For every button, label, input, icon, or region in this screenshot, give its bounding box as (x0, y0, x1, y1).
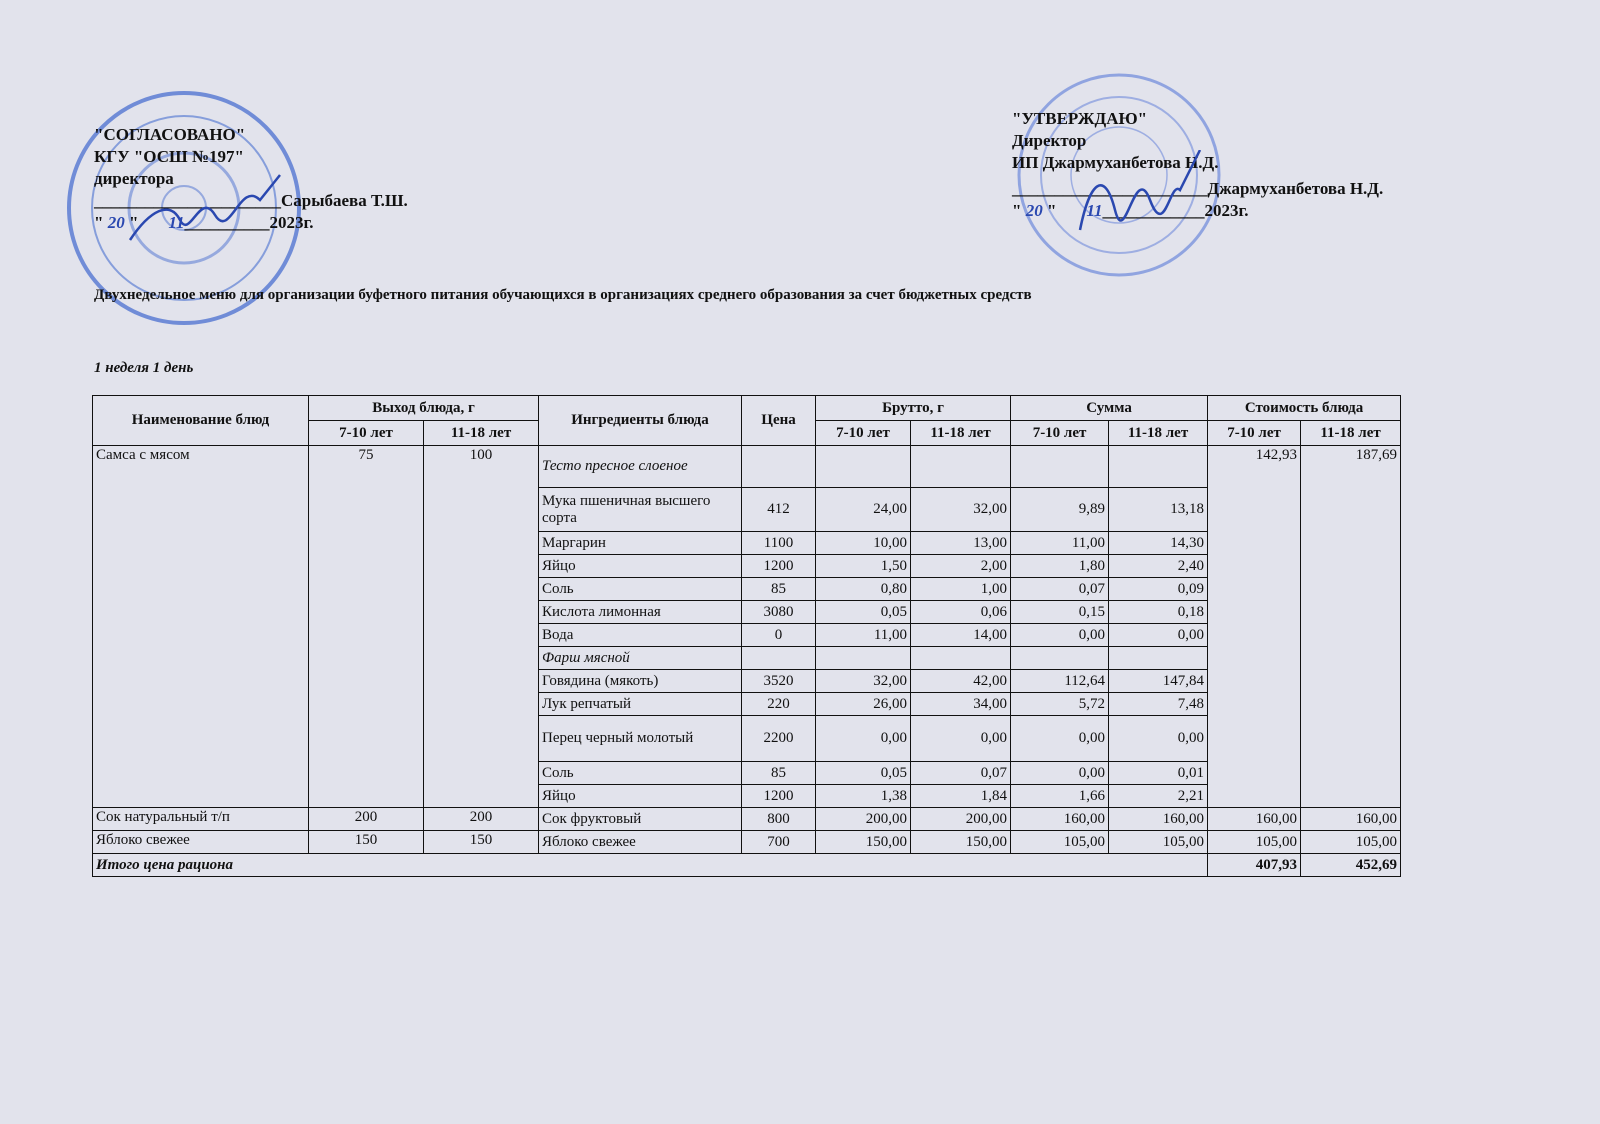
sum-7-10 (1011, 647, 1109, 670)
sum-7-10: 0,00 (1011, 624, 1109, 647)
ingredient-name: Фарш мясной (539, 647, 742, 670)
menu-table (92, 395, 1401, 877)
signer-line: _______________________Джармуханбетова Н.Д. (1012, 179, 1384, 198)
brutto-7-10: 1,50 (816, 555, 911, 578)
header-name: Наименование блюд (93, 396, 309, 446)
brutto-11-18 (911, 446, 1011, 488)
ingredient-name: Тесто пресное слоеное (539, 446, 742, 488)
ingredient-name: Яйцо (539, 785, 742, 808)
table-row (93, 831, 1401, 854)
header-age-7-10: 7-10 лет (1208, 421, 1301, 446)
sum-7-10: 0,15 (1011, 601, 1109, 624)
brutto-11-18: 1,84 (911, 785, 1011, 808)
header-age-11-18: 11-18 лет (1301, 421, 1401, 446)
header-age-7-10: 7-10 лет (1011, 421, 1109, 446)
brutto-11-18: 0,07 (911, 762, 1011, 785)
ingredient-price: 3080 (742, 601, 816, 624)
total-cost-11-18: 452,69 (1301, 854, 1401, 877)
dish-cost-11-18: 187,69 (1301, 446, 1401, 808)
agreed-heading: "СОГЛАСОВАНО" (94, 125, 246, 144)
brutto-7-10 (816, 446, 911, 488)
date-day: 20 (107, 213, 125, 232)
brutto-7-10: 11,00 (816, 624, 911, 647)
ingredient-price: 1100 (742, 532, 816, 555)
dish-cost-11-18: 105,00 (1301, 831, 1401, 854)
table-row (93, 808, 1401, 831)
brutto-11-18: 14,00 (911, 624, 1011, 647)
ingredient-price (742, 446, 816, 488)
sum-7-10: 11,00 (1011, 532, 1109, 555)
brutto-11-18 (911, 647, 1011, 670)
sum-11-18: 0,09 (1109, 578, 1208, 601)
ingredient-price: 412 (742, 488, 816, 532)
ingredient-price: 85 (742, 762, 816, 785)
ingredient-name: Соль (539, 578, 742, 601)
sum-11-18: 0,01 (1109, 762, 1208, 785)
total-label: Итого цена рациона (93, 854, 1208, 877)
brutto-11-18: 0,00 (911, 716, 1011, 762)
sum-7-10: 112,64 (1011, 670, 1109, 693)
sum-11-18: 2,40 (1109, 555, 1208, 578)
header-output: Выход блюда, г (309, 396, 539, 421)
date-day: 20 (1025, 201, 1043, 220)
date-month: 11 (1086, 201, 1103, 220)
brutto-11-18: 2,00 (911, 555, 1011, 578)
organization-name: ИП Джармуханбетова Н.Д. (1012, 153, 1219, 172)
header-age-7-10: 7-10 лет (816, 421, 911, 446)
sum-11-18: 0,00 (1109, 624, 1208, 647)
sum-7-10: 0,00 (1011, 716, 1109, 762)
sum-7-10: 0,07 (1011, 578, 1109, 601)
dish-name: Сок натуральный т/п (93, 808, 309, 831)
position: директора (94, 169, 174, 188)
signer-name: Сарыбаева Т.Ш. (281, 191, 408, 210)
output-11-18: 100 (424, 446, 539, 808)
sum-11-18: 147,84 (1109, 670, 1208, 693)
sum-11-18: 7,48 (1109, 693, 1208, 716)
brutto-11-18: 42,00 (911, 670, 1011, 693)
brutto-11-18: 34,00 (911, 693, 1011, 716)
ingredient-name: Маргарин (539, 532, 742, 555)
ingredient-name: Соль (539, 762, 742, 785)
sum-11-18 (1109, 446, 1208, 488)
sum-11-18: 105,00 (1109, 831, 1208, 854)
sum-11-18: 0,00 (1109, 716, 1208, 762)
header-age-11-18: 11-18 лет (1109, 421, 1208, 446)
sum-11-18: 13,18 (1109, 488, 1208, 532)
brutto-7-10: 200,00 (816, 808, 911, 831)
output-11-18: 150 (424, 831, 539, 854)
sum-7-10: 5,72 (1011, 693, 1109, 716)
brutto-7-10: 0,05 (816, 601, 911, 624)
brutto-7-10: 32,00 (816, 670, 911, 693)
date-year: 2023г. (1204, 201, 1249, 220)
brutto-7-10: 150,00 (816, 831, 911, 854)
total-cost-7-10: 407,93 (1208, 854, 1301, 877)
ingredient-name: Перец черный молотый (539, 716, 742, 762)
output-7-10: 150 (309, 831, 424, 854)
brutto-7-10: 26,00 (816, 693, 911, 716)
header-ingredients: Ингредиенты блюда (539, 396, 742, 446)
signer-line: ______________________Сарыбаева Т.Ш. (94, 191, 408, 210)
ingredient-price: 85 (742, 578, 816, 601)
ingredient-price: 800 (742, 808, 816, 831)
ingredient-name: Яблоко свежее (539, 831, 742, 854)
dish-name: Самса с мясом (93, 446, 309, 808)
ingredient-name: Яйцо (539, 555, 742, 578)
brutto-7-10 (816, 647, 911, 670)
ingredient-price: 1200 (742, 555, 816, 578)
brutto-11-18: 200,00 (911, 808, 1011, 831)
ingredient-name: Сок фруктовый (539, 808, 742, 831)
total-row (93, 854, 1401, 877)
ingredient-name: Лук репчатый (539, 693, 742, 716)
header-age-7-10: 7-10 лет (309, 421, 424, 446)
header-price: Цена (742, 396, 816, 446)
signature-left (120, 170, 290, 260)
brutto-7-10: 10,00 (816, 532, 911, 555)
brutto-11-18: 32,00 (911, 488, 1011, 532)
brutto-7-10: 0,00 (816, 716, 911, 762)
header-cost: Стоимость блюда (1208, 396, 1401, 421)
position: Директор (1012, 131, 1087, 150)
ingredient-price: 2200 (742, 716, 816, 762)
ingredient-price: 220 (742, 693, 816, 716)
brutto-11-18: 13,00 (911, 532, 1011, 555)
header-brutto: Брутто, г (816, 396, 1011, 421)
date-line: " 20 " 11____________2023г. (1012, 201, 1249, 220)
sum-7-10: 9,89 (1011, 488, 1109, 532)
date-month: 11 (168, 213, 185, 232)
ingredient-price: 1200 (742, 785, 816, 808)
dish-cost-7-10: 105,00 (1208, 831, 1301, 854)
sum-7-10: 105,00 (1011, 831, 1109, 854)
dish-name: Яблоко свежее (93, 831, 309, 854)
output-11-18: 200 (424, 808, 539, 831)
ingredient-name: Мука пшеничная высшего сорта (539, 488, 742, 532)
approve-heading: "УТВЕРЖДАЮ" (1012, 109, 1148, 128)
sum-7-10: 160,00 (1011, 808, 1109, 831)
sum-7-10: 1,66 (1011, 785, 1109, 808)
sum-11-18 (1109, 647, 1208, 670)
sum-11-18: 14,30 (1109, 532, 1208, 555)
brutto-11-18: 150,00 (911, 831, 1011, 854)
output-7-10: 75 (309, 446, 424, 808)
header-sum: Сумма (1011, 396, 1208, 421)
date-line: " 20 " 11__________2023г. (94, 213, 314, 232)
brutto-11-18: 0,06 (911, 601, 1011, 624)
table-row (93, 446, 1401, 488)
signature-right (1060, 150, 1210, 240)
sum-11-18: 2,21 (1109, 785, 1208, 808)
ingredient-name: Вода (539, 624, 742, 647)
sum-7-10: 1,80 (1011, 555, 1109, 578)
ingredient-price (742, 647, 816, 670)
dish-cost-7-10: 142,93 (1208, 446, 1301, 808)
ingredient-price: 0 (742, 624, 816, 647)
sum-7-10: 0,00 (1011, 762, 1109, 785)
ingredient-price: 700 (742, 831, 816, 854)
menu-title: Двухнедельное меню для организации буфетного питания обучающихся в организациях среднего образования за счет бюджетных средств (94, 287, 1032, 303)
brutto-7-10: 1,38 (816, 785, 911, 808)
header-age-11-18: 11-18 лет (424, 421, 539, 446)
signer-name: Джармуханбетова Н.Д. (1207, 179, 1384, 198)
sum-7-10 (1011, 446, 1109, 488)
date-year: 2023г. (269, 213, 314, 232)
sum-11-18: 160,00 (1109, 808, 1208, 831)
dish-cost-7-10: 160,00 (1208, 808, 1301, 831)
brutto-7-10: 0,05 (816, 762, 911, 785)
dish-cost-11-18: 160,00 (1301, 808, 1401, 831)
output-7-10: 200 (309, 808, 424, 831)
header-age-11-18: 11-18 лет (911, 421, 1011, 446)
brutto-7-10: 0,80 (816, 578, 911, 601)
ingredient-name: Кислота лимонная (539, 601, 742, 624)
sum-11-18: 0,18 (1109, 601, 1208, 624)
week-day-label: 1 неделя 1 день (94, 360, 194, 376)
organization-name: КГУ "ОСШ №197" (94, 147, 244, 166)
brutto-11-18: 1,00 (911, 578, 1011, 601)
ingredient-name: Говядина (мякоть) (539, 670, 742, 693)
brutto-7-10: 24,00 (816, 488, 911, 532)
ingredient-price: 3520 (742, 670, 816, 693)
